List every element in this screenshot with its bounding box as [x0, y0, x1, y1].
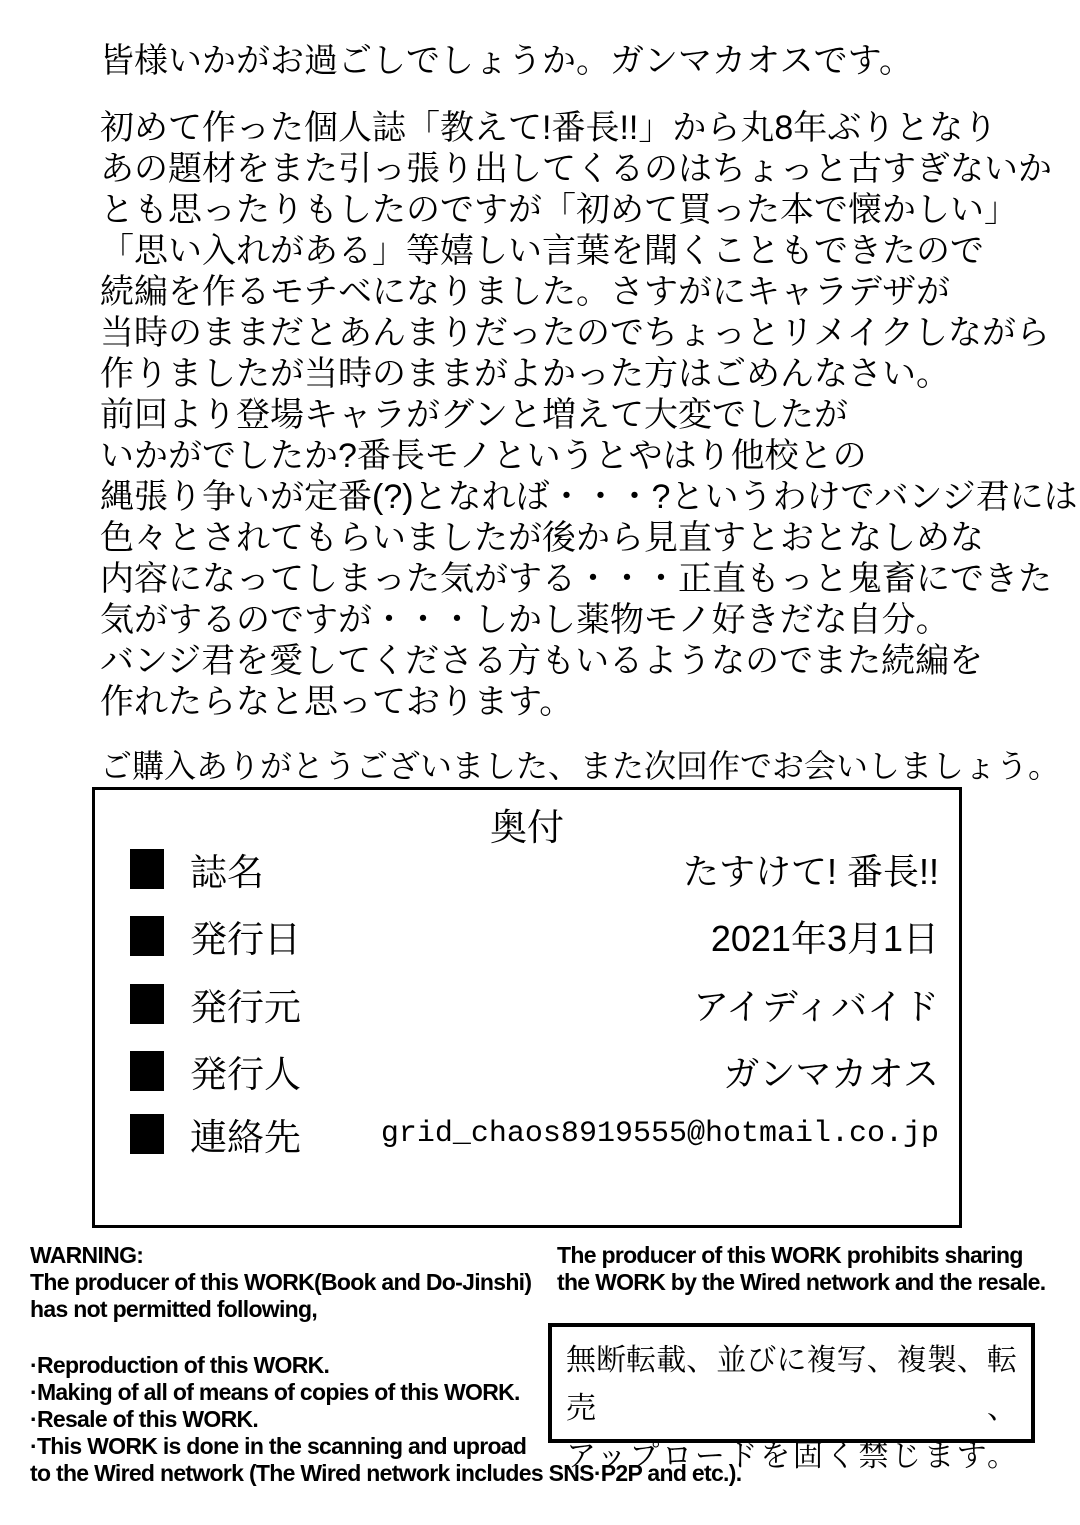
- colophon-value-publisher: アイディバイド: [693, 985, 939, 1027]
- afterword-line: 色々とされてもらいましたが後から見直すとおとなしめな: [100, 519, 984, 557]
- afterword-line: あの題材をまた引っ張り出してくるのはちょっと古すぎないか: [100, 150, 1052, 188]
- warning-continuation: to the Wired network (The Wired network includes SNS·P2P and etc.).: [30, 1460, 742, 1486]
- greeting-line: 皆様いかがお過ごしでしょうか。ガンマカオスです。: [100, 42, 913, 80]
- colophon-value-producer: ガンマカオス: [723, 1052, 939, 1094]
- warning-line: The producer of this WORK(Book and Do-Jinshi): [30, 1269, 532, 1295]
- warning-bullet: ·Resale of this WORK.: [30, 1406, 259, 1432]
- colophon-row-left: [130, 1107, 301, 1161]
- afterword-line: 前回より登場キャラがグンと増えて大変でしたが: [100, 396, 848, 434]
- colophon-label: 発行人: [190, 1054, 301, 1095]
- black-square-bullet-icon: [130, 849, 164, 889]
- colophon-row-left: [130, 909, 301, 963]
- prohibition-line: アップロードを固く禁じます。: [566, 1440, 1017, 1473]
- afterword-line: バンジ君を愛してくださる方もいるようなのでまた続編を: [100, 642, 984, 680]
- warning-right-column: [557, 1242, 1045, 1296]
- afterword-line: 「思い入れがある」等嬉しい言葉を聞くこともできたので: [100, 232, 984, 270]
- warning-bullet: ·Making of all of means of copies of this WORK.: [30, 1379, 520, 1405]
- colophon-row-left: [130, 1044, 301, 1098]
- warning-line: The producer of this WORK prohibits sharing: [557, 1242, 1023, 1268]
- colophon-row-date: [130, 912, 939, 960]
- colophon-label: 連絡先: [190, 1117, 301, 1158]
- black-square-bullet-icon: [130, 1051, 164, 1091]
- afterword-line: 縄張り争いが定番(?)となれば・・・?というわけでバンジ君には: [100, 478, 1078, 516]
- thanks-line: ご購入ありがとうございました、また次回作でお会いしましょう。: [100, 748, 1061, 784]
- black-square-bullet-icon: [130, 916, 164, 956]
- warning-bullet: ·This WORK is done in the scanning and uproad: [30, 1433, 527, 1459]
- colophon-row-left: [130, 842, 264, 896]
- colophon-row-contact: [130, 1110, 939, 1158]
- afterword-line: 作りましたが当時のままがよかった方はごめんなさい。: [100, 355, 950, 393]
- black-square-bullet-icon: [130, 1114, 164, 1154]
- colophon-row-title: [130, 845, 939, 893]
- colophon-title: 奥付: [490, 807, 564, 848]
- afterword-line: 気がするのですが・・・しかし薬物モノ好きだな自分。: [100, 601, 950, 639]
- afterword-paragraph: [100, 108, 1078, 723]
- colophon-row-producer: [130, 1047, 939, 1095]
- prohibition-line: 無断転載、並びに複写、複製、転売、: [566, 1344, 1017, 1425]
- warning-bullet: ·Reproduction of this WORK.: [30, 1352, 330, 1378]
- warning-title: WARNING:: [30, 1242, 144, 1268]
- afterword-line: いかがでしたか?番長モノというとやはり他校との: [100, 437, 867, 475]
- colophon-value-contact-email: grid_chaos8919555@hotmail.co.jp: [380, 1117, 939, 1151]
- colophon-row-publisher: [130, 980, 939, 1028]
- colophon-box: [92, 787, 962, 1228]
- colophon-value-title: たすけて! 番長!!: [682, 850, 939, 892]
- colophon-label: 発行日: [190, 919, 301, 960]
- afterword-line: 作れたらなと思っております。: [100, 683, 574, 721]
- colophon-row-left: [130, 977, 301, 1031]
- colophon-label: 発行元: [190, 987, 301, 1028]
- black-square-bullet-icon: [130, 984, 164, 1024]
- afterword-line: 内容になってしまった気がする・・・正直もっと鬼畜にできた: [100, 560, 1052, 598]
- afterword-line: 当時のままだとあんまりだったのでちょっとリメイクしながら: [100, 314, 1050, 352]
- prohibition-box: [548, 1323, 1035, 1473]
- warning-line: has not permitted following,: [30, 1296, 318, 1322]
- warning-line: the WORK by the Wired network and the resale.: [557, 1269, 1046, 1295]
- colophon-value-date: 2021年3月1日: [710, 917, 939, 959]
- afterword-line: 続編を作るモチベになりました。さすがにキャラデザが: [100, 273, 950, 311]
- afterword-text-block: [100, 40, 1078, 723]
- afterword-line: 初めて作った個人誌「教えて!番長!!」から丸8年ぶりとなり: [100, 109, 998, 147]
- colophon-label: 誌名: [190, 852, 264, 893]
- afterword-line: とも思ったりもしたのですが「初めて買った本で懐かしい」: [100, 191, 1018, 229]
